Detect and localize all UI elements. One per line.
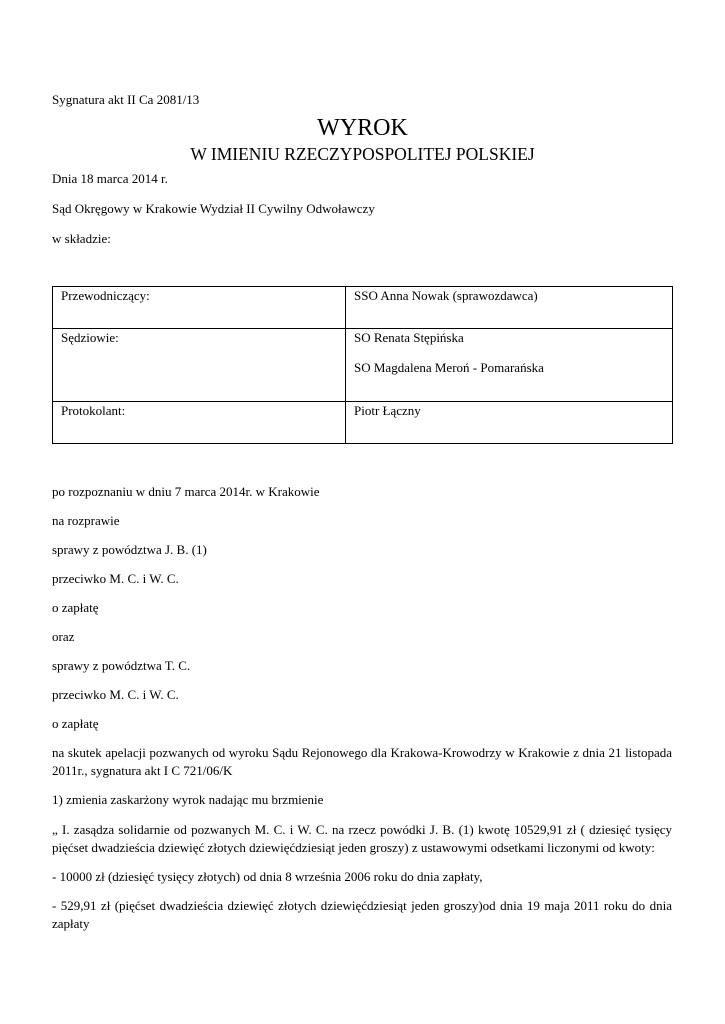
chair-name: SSO Anna Nowak (sprawozdawca) [346,287,673,329]
judge-name: SO Renata Stępińska [354,330,464,345]
conjunction: oraz [52,629,75,644]
panel-row-clerk [53,402,673,444]
court-name: Sąd Okręgowy w Krakowie Wydział II Cywilny Odwoławczy [52,201,375,216]
case-two-subject: o zapłatę [52,716,99,731]
chair-role: Przewodniczący: [53,287,346,329]
judgment-title: WYROK [317,115,408,141]
judges-role: Sędziowie: [53,329,346,402]
panel-row-judges [53,329,673,402]
clerk-name: Piotr Łączny [346,402,673,444]
appeal-paragraph: na skutek apelacji pozwanych od wyroku Sądu Rejonowego dla Krakowa-Krowodrzy w Krakowie z dnia 21 listopada 2011r., sygnatura akt I C 721/06/K [52,745,672,778]
case-one-plaintiff: sprawy z powództwa J. B. (1) [52,542,207,557]
case-two-plaintiff: sprawy z powództwa T. C. [52,658,191,673]
clerk-role: Protokolant: [53,402,346,444]
judgment-subtitle: W IMIENIU RZECZYPOSPOLITEJ POLSKIEJ [190,144,535,164]
judge-name: SO Magdalena Meroń - Pomarańska [354,360,544,375]
case-one-defendants: przeciwko M. C. i W. C. [52,571,179,586]
hearing-type: na rozprawie [52,513,120,528]
panel-row-chair [53,287,673,329]
hearing-info: po rozpoznaniu w dniu 7 marca 2014r. w Krakowie [52,484,320,499]
ruling-quote: „ I. zasądza solidarnie od pozwanych M. C. i W. C. na rzecz powódki J. B. (1) kwotę 10529,91 zł ( dziesięć tysięcy pięćset dwadzieścia dziewięć złotych dziewięćdziesiąt jeden groszy) z ustawowymi odsetkami liczonymi od kwoty: [52,822,672,855]
judgment-date: Dnia 18 marca 2014 r. [52,171,168,186]
interest-item-two: - 529,91 zł (pięćset dwadzieścia dziewięć złotych dziewięćdziesiąt jeden groszy)od dnia 19 maja 2011 roku do dnia zapłaty [52,898,672,931]
judges-names [346,329,673,402]
case-signature: Sygnatura akt II Ca 2081/13 [52,92,200,107]
interest-item-one: - 10000 zł (dziesięć tysięcy złotych) od dnia 8 września 2006 roku do dnia zapłaty, [52,869,483,884]
court-panel-table [52,286,673,444]
case-two-defendants: przeciwko M. C. i W. C. [52,687,179,702]
case-one-subject: o zapłatę [52,600,99,615]
composition-label: w składzie: [52,231,111,246]
ruling-point-one: 1) zmienia zaskarżony wyrok nadając mu brzmienie [52,792,324,807]
